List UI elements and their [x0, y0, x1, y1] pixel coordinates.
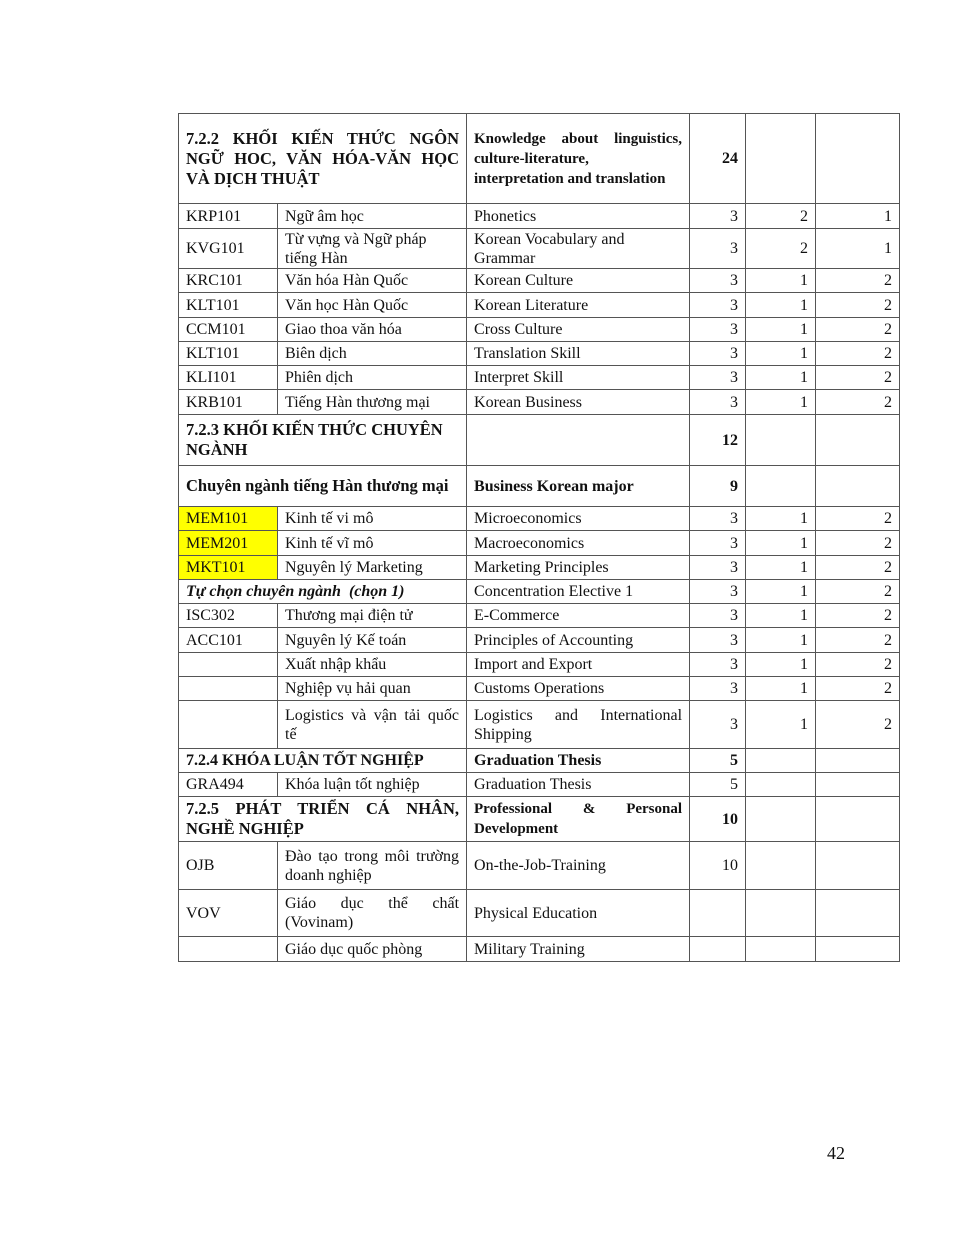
course-code: GRA494 [179, 773, 278, 797]
section-title-vi: 7.2.5 PHÁT TRIỂN CÁ NHÂN, NGHỀ NGHIỆP [179, 797, 467, 842]
elective-title-en: Concentration Elective 1 [467, 580, 690, 604]
empty-cell [816, 797, 900, 842]
course-credits: 3 [690, 204, 746, 229]
course-code: KVG101 [179, 229, 278, 269]
course-code: KRC101 [179, 269, 278, 293]
table-row [179, 269, 900, 293]
empty-cell [746, 890, 816, 937]
empty-cell [816, 937, 900, 962]
table-row [179, 293, 900, 318]
table-row [179, 604, 900, 628]
empty-cell [816, 773, 900, 797]
course-theory: 1 [746, 366, 816, 390]
section-credits: 5 [690, 749, 746, 773]
section-row-723 [179, 415, 900, 466]
course-credits: 3 [690, 269, 746, 293]
empty-cell [816, 749, 900, 773]
table-row [179, 556, 900, 580]
section-row-722 [179, 114, 900, 204]
course-practice: 1 [816, 204, 900, 229]
course-name-vi: Văn học Hàn Quốc [278, 293, 467, 318]
course-credits: 3 [690, 390, 746, 415]
major-credits: 9 [690, 466, 746, 507]
course-theory: 1 [746, 531, 816, 556]
course-practice: 2 [816, 390, 900, 415]
table-row [179, 204, 900, 229]
course-practice: 2 [816, 507, 900, 531]
course-credits: 3 [690, 342, 746, 366]
course-name-en: Logistics and International Shipping [467, 701, 690, 749]
course-theory: 1 [746, 653, 816, 677]
course-practice: 2 [816, 628, 900, 653]
section-credits: 10 [690, 797, 746, 842]
course-credits: 3 [690, 366, 746, 390]
course-name-en: Interpret Skill [467, 366, 690, 390]
course-code-highlighted: MKT101 [179, 556, 278, 580]
course-name-en: Korean Culture [467, 269, 690, 293]
course-name-vi: Phiên dịch [278, 366, 467, 390]
course-credits: 3 [690, 653, 746, 677]
elective-title-vi: Tự chọn chuyên ngành (chọn 1) [179, 580, 467, 604]
table-row [179, 342, 900, 366]
course-name-vi: Xuất nhập khẩu [278, 653, 467, 677]
section-credits: 24 [690, 114, 746, 204]
course-code: KRP101 [179, 204, 278, 229]
table-row [179, 773, 900, 797]
table-row [179, 628, 900, 653]
course-name-vi: Kinh tế vĩ mô [278, 531, 467, 556]
table-row [179, 390, 900, 415]
course-name-vi: Logistics và vận tải quốc tế [278, 701, 467, 749]
section-credits: 12 [690, 415, 746, 466]
empty-cell [746, 749, 816, 773]
course-code [179, 937, 278, 962]
course-name-vi: Ngữ âm học [278, 204, 467, 229]
course-name-vi: Giao thoa văn hóa [278, 318, 467, 342]
course-practice: 2 [816, 531, 900, 556]
course-theory: 2 [746, 204, 816, 229]
course-name-en: Cross Culture [467, 318, 690, 342]
course-name-vi: Biên dịch [278, 342, 467, 366]
course-name-vi: Văn hóa Hàn Quốc [278, 269, 467, 293]
empty-cell [746, 415, 816, 466]
section-title-en: Graduation Thesis [467, 749, 690, 773]
table-row [179, 701, 900, 749]
course-name-en: Physical Education [467, 890, 690, 937]
section-title-vi: 7.2.4 KHÓA LUẬN TỐT NGHIỆP [179, 749, 467, 773]
course-name-vi: Giáo dục quốc phòng [278, 937, 467, 962]
curriculum-table [178, 113, 900, 962]
course-name-en: Military Training [467, 937, 690, 962]
section-row-724 [179, 749, 900, 773]
section-row-725 [179, 797, 900, 842]
course-name-vi: Giáo dục thể chất (Vovinam) [278, 890, 467, 937]
course-theory: 1 [746, 604, 816, 628]
course-practice: 2 [816, 366, 900, 390]
table-row [179, 937, 900, 962]
major-row [179, 466, 900, 507]
course-theory: 1 [746, 293, 816, 318]
course-name-vi: Khóa luận tốt nghiệp [278, 773, 467, 797]
table-row [179, 890, 900, 937]
course-code: ISC302 [179, 604, 278, 628]
course-code: KLI101 [179, 366, 278, 390]
course-theory: 1 [746, 628, 816, 653]
course-theory: 1 [746, 701, 816, 749]
course-practice: 2 [816, 653, 900, 677]
empty-cell [816, 890, 900, 937]
course-code [179, 701, 278, 749]
course-theory: 1 [746, 390, 816, 415]
course-name-en: Microeconomics [467, 507, 690, 531]
empty-cell [816, 415, 900, 466]
course-practice: 2 [816, 269, 900, 293]
course-code [179, 653, 278, 677]
table-row [179, 653, 900, 677]
course-name-en: On-the-Job-Training [467, 842, 690, 890]
empty-cell [746, 937, 816, 962]
course-name-en: Translation Skill [467, 342, 690, 366]
course-name-en: Phonetics [467, 204, 690, 229]
course-theory: 1 [746, 342, 816, 366]
course-code [179, 677, 278, 701]
course-theory: 1 [746, 677, 816, 701]
course-code: KLT101 [179, 293, 278, 318]
course-name-en: Graduation Thesis [467, 773, 690, 797]
course-name-vi: Đào tạo trong môi trường doanh nghiệp [278, 842, 467, 890]
table-row [179, 507, 900, 531]
course-name-en: Import and Export [467, 653, 690, 677]
empty-cell [746, 114, 816, 204]
course-credits: 5 [690, 773, 746, 797]
course-practice: 2 [816, 342, 900, 366]
empty-cell [690, 937, 746, 962]
course-name-vi: Kinh tế vi mô [278, 507, 467, 531]
course-credits: 3 [690, 507, 746, 531]
course-name-en: Marketing Principles [467, 556, 690, 580]
elective-row [179, 580, 900, 604]
empty-cell [816, 842, 900, 890]
course-name-en: Korean Literature [467, 293, 690, 318]
empty-cell [690, 890, 746, 937]
course-name-en: Korean Vocabulary and Grammar [467, 229, 690, 269]
course-name-en: E-Commerce [467, 604, 690, 628]
course-credits: 3 [690, 531, 746, 556]
elective-practice: 2 [816, 580, 900, 604]
table-row [179, 366, 900, 390]
course-credits: 3 [690, 701, 746, 749]
course-practice: 2 [816, 604, 900, 628]
course-credits: 3 [690, 229, 746, 269]
course-name-vi: Nghiệp vụ hải quan [278, 677, 467, 701]
course-name-en: Macroeconomics [467, 531, 690, 556]
course-code: ACC101 [179, 628, 278, 653]
empty-cell [746, 797, 816, 842]
course-name-vi: Từ vựng và Ngữ pháp tiếng Hàn [278, 229, 467, 269]
course-credits: 3 [690, 556, 746, 580]
table-row [179, 842, 900, 890]
page-number: 42 [827, 1143, 845, 1163]
course-credits: 3 [690, 293, 746, 318]
empty-cell [467, 415, 690, 466]
course-credits: 10 [690, 842, 746, 890]
course-code-highlighted: MEM201 [179, 531, 278, 556]
section-title-vi: 7.2.2 KHỐI KIẾN THỨC NGÔN NGỮ HOC, VĂN HÓA-VĂN HỌC VÀ DỊCH THUẬT [179, 114, 467, 204]
section-title-vi: 7.2.3 KHỐI KIẾN THỨC CHUYÊN NGÀNH [179, 415, 467, 466]
elective-theory: 1 [746, 580, 816, 604]
course-practice: 2 [816, 556, 900, 580]
table-row [179, 677, 900, 701]
elective-credits: 3 [690, 580, 746, 604]
table-row [179, 318, 900, 342]
major-title-en: Business Korean major [467, 466, 690, 507]
course-code-highlighted: MEM101 [179, 507, 278, 531]
section-title-en: Professional & Personal Development [467, 797, 690, 842]
course-theory: 1 [746, 318, 816, 342]
table-row [179, 531, 900, 556]
section-title-en: Knowledge about linguistics, culture-literature, interpretation and translation [467, 114, 690, 204]
major-title-vi: Chuyên ngành tiếng Hàn thương mại [179, 466, 467, 507]
course-name-vi: Nguyên lý Marketing [278, 556, 467, 580]
empty-cell [746, 773, 816, 797]
course-name-vi: Tiếng Hàn thương mại [278, 390, 467, 415]
table-row [179, 229, 900, 269]
course-code: KRB101 [179, 390, 278, 415]
course-practice: 2 [816, 293, 900, 318]
course-credits: 3 [690, 318, 746, 342]
course-credits: 3 [690, 628, 746, 653]
empty-cell [816, 114, 900, 204]
course-theory: 1 [746, 269, 816, 293]
course-code: KLT101 [179, 342, 278, 366]
course-name-vi: Nguyên lý Kế toán [278, 628, 467, 653]
empty-cell [816, 466, 900, 507]
course-credits: 3 [690, 604, 746, 628]
course-name-en: Korean Business [467, 390, 690, 415]
course-name-vi: Thương mại điện tử [278, 604, 467, 628]
course-code: OJB [179, 842, 278, 890]
course-theory: 2 [746, 229, 816, 269]
course-practice: 1 [816, 229, 900, 269]
course-theory: 1 [746, 507, 816, 531]
course-code: CCM101 [179, 318, 278, 342]
course-theory: 1 [746, 556, 816, 580]
course-practice: 2 [816, 677, 900, 701]
course-name-en: Principles of Accounting [467, 628, 690, 653]
empty-cell [746, 466, 816, 507]
course-code: VOV [179, 890, 278, 937]
course-credits: 3 [690, 677, 746, 701]
empty-cell [746, 842, 816, 890]
course-practice: 2 [816, 701, 900, 749]
course-name-en: Customs Operations [467, 677, 690, 701]
course-practice: 2 [816, 318, 900, 342]
